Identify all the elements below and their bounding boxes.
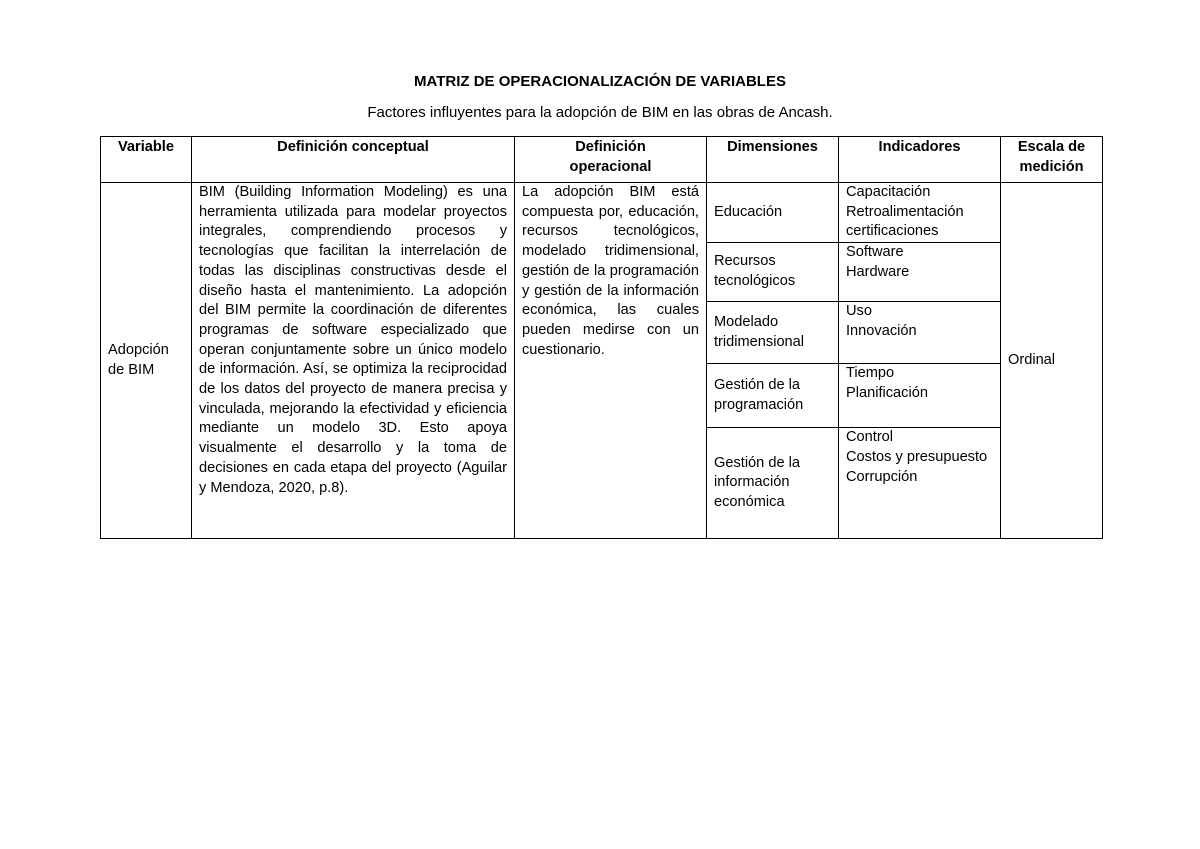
indicator-cell bbox=[839, 428, 1001, 539]
definicion-conceptual-text: BIM (Building Information Modeling) es una herramienta utilizada para modelar proyectos integrales, comprendiendo procesos y tecnologías que facilitan la interrelación de todas las disciplinas constructivas desde el diseño hasta el mantenimiento. La adopción del BIM permite la coordinación de diferentes programas de software especializado que operan conjuntamente sobre un único modelo de información. Así, se optimiza la reciprocidad de los datos del proyecto de manera precisa y vinculada, mejorando la efectividad y eficiencia mediante un modelo 3D. Esto apoya visualmente el desarrollo y la toma de decisiones en cada etapa del proyecto (Aguilar y Mendoza, 2020, p.8). bbox=[199, 184, 507, 496]
header-dimensiones: Dimensiones bbox=[707, 137, 839, 183]
dimension-cell: Gestión de la programación bbox=[707, 364, 839, 428]
indicator-cell bbox=[839, 243, 1001, 302]
indicator-item: Capacitación bbox=[846, 184, 931, 200]
header-variable: Variable bbox=[101, 137, 192, 183]
page-title: MATRIZ DE OPERACIONALIZACIÓN DE VARIABLES bbox=[414, 73, 786, 90]
header-definicion-conceptual: Definición conceptual bbox=[192, 137, 515, 183]
table-row bbox=[101, 183, 1103, 243]
header-definicion-operacional: Definición operacional bbox=[515, 137, 707, 183]
indicator-item: Planificación bbox=[846, 384, 928, 401]
indicator-item: certificaciones bbox=[846, 223, 939, 240]
indicator-cell bbox=[839, 302, 1001, 364]
dimension-cell: Gestión de la información económica bbox=[707, 428, 839, 539]
indicator-item: Software bbox=[846, 244, 904, 261]
indicator-item: Hardware bbox=[846, 263, 910, 280]
operationalization-matrix bbox=[100, 136, 1103, 539]
header-indicadores: Indicadores bbox=[839, 137, 1001, 183]
header-escala: Escala de medición bbox=[1001, 137, 1103, 183]
table-header-row bbox=[101, 137, 1103, 183]
indicator-item: Innovación bbox=[846, 322, 917, 339]
definicion-operacional-text: La adopción BIM está compuesta por, educación, recursos tecnológicos, modelado tridimensional, gestión de la programación y gestión de la información económica, las cuales pueden medirse con un cuestionario. bbox=[522, 184, 699, 358]
dimension-cell: Modelado tridimensional bbox=[707, 302, 839, 364]
indicator-item: Tiempo bbox=[846, 365, 895, 382]
indicator-item: Retroalimentación bbox=[846, 203, 964, 220]
indicator-cell bbox=[839, 183, 1001, 243]
dimension-cell: Educación bbox=[707, 183, 839, 243]
indicator-cell bbox=[839, 364, 1001, 428]
dimension-cell: Recursos tecnológicos bbox=[707, 243, 839, 302]
definicion-conceptual-cell bbox=[192, 183, 515, 539]
page-subtitle: Factores influyentes para la adopción de BIM en las obras de Ancash. bbox=[367, 104, 833, 121]
indicator-item: Costos y presupuesto bbox=[846, 448, 988, 465]
variable-cell: Adopción de BIM bbox=[101, 183, 192, 539]
definicion-operacional-cell bbox=[515, 183, 707, 539]
indicator-item: Corrupción bbox=[846, 468, 918, 485]
escala-cell: Ordinal bbox=[1001, 183, 1103, 539]
indicator-item: Control bbox=[846, 429, 894, 446]
indicator-item: Uso bbox=[846, 303, 872, 320]
